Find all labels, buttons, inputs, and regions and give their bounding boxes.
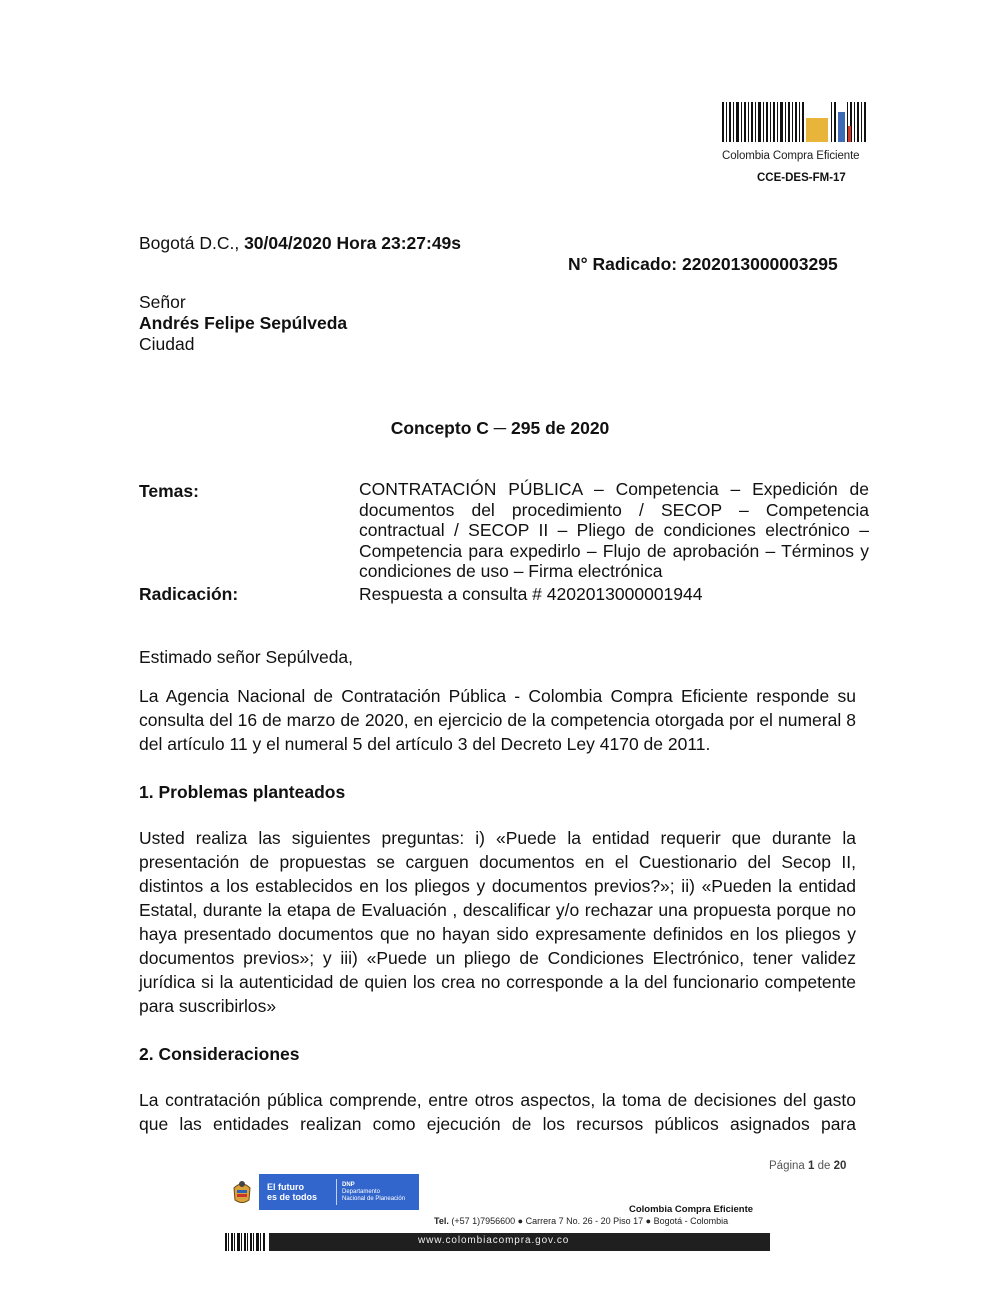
addressee-city: Ciudad <box>139 334 195 354</box>
concept-title: Concepto C ─ 295 de 2020 <box>390 418 610 438</box>
coat-of-arms-icon <box>225 1174 259 1210</box>
city: Bogotá D.C., <box>139 233 245 253</box>
footer-org-name: Colombia Compra Eficiente <box>629 1204 754 1215</box>
dnp-label: DNP Departamento Nacional de Planeación <box>342 1181 406 1202</box>
logo-text: Colombia Compra Eficiente <box>722 150 860 162</box>
footer-contact: Tel. (+57 1)7956600 ● Carrera 7 No. 26 - 20 Piso 17 ● Bogotá - Colombia <box>434 1216 729 1226</box>
section-heading-problemas: 1. Problemas planteados <box>139 782 346 802</box>
temas-text: CONTRATACIÓN PÚBLICA – Competencia – Expedición de documentos del procedimiento / SECOP – Competencia contractual / SECOP II – Pliego de condiciones electrónico – Competencia para expedirlo – Flujo de aprobación – Términos y condiciones de uso – Firma electrónica <box>359 479 869 581</box>
addressee-name: Andrés Felipe Sepúlveda <box>139 313 348 333</box>
date-line <box>139 231 461 255</box>
gov-slogan: El futuro es de todos <box>267 1182 318 1202</box>
salutation-title: Señor <box>139 292 186 312</box>
footer-barcode-icon <box>225 1233 267 1251</box>
intro-paragraph: La Agencia Nacional de Contratación Pública - Colombia Compra Eficiente responde su consulta del 16 de marzo de 2020, en ejercicio de la competencia otorgada por el numeral 8 del artículo 11 y el numeral 5 del artículo 3 del Decreto Ley 4170 de 2011. <box>139 686 856 754</box>
addressee-block <box>139 292 347 355</box>
section-heading-consideraciones: 2. Consideraciones <box>139 1044 300 1064</box>
banner-divider <box>336 1179 337 1205</box>
problemas-paragraph: Usted realiza las siguientes preguntas: i) «Puede la entidad requerir que durante la presentación de propuestas se carguen documentos en el Cuestionario del Secop II, distintos a los establecidos en los pliegos y documentos previos?»; ii) «Pueden la entidad Estatal, durante la etapa de Evaluación , descalificar y/o rechazar una propuesta porque no haya presentado documentos que no hayan sido expresamente definidos en los pliegos y documentos previos»; y iii) «Puede un pliego de Condiciones Electrónico, tener validez jurídica si la autenticidad de quien los crea no corresponde a la del funcionario competente para suscribirlos» <box>139 828 856 1016</box>
barcode-logo-icon <box>722 100 868 144</box>
colombia-compra-logo <box>722 100 868 162</box>
radicacion-label: Radicación: <box>139 584 239 604</box>
temas-label: Temas: <box>139 481 199 501</box>
greeting: Estimado señor Sepúlveda, <box>139 647 354 667</box>
datetime: 30/04/2020 Hora 23:27:49s <box>244 233 462 253</box>
radicado-number: N° Radicado: 2202013000003295 <box>568 254 838 274</box>
consideraciones-paragraph: La contratación pública comprende, entre otros aspectos, la toma de decisiones del gasto que las entidades realizan como ejecución de los recursos públicos asignados para <box>139 1090 856 1134</box>
government-banner <box>225 1174 419 1210</box>
page-number: Página 1 de 20 <box>769 1160 847 1172</box>
radicacion-text: Respuesta a consulta # 4202013000001944 <box>359 584 703 604</box>
footer-website-link[interactable]: www.colombiacompra.gov.co <box>418 1235 570 1246</box>
form-code: CCE-DES-FM-17 <box>757 172 846 184</box>
